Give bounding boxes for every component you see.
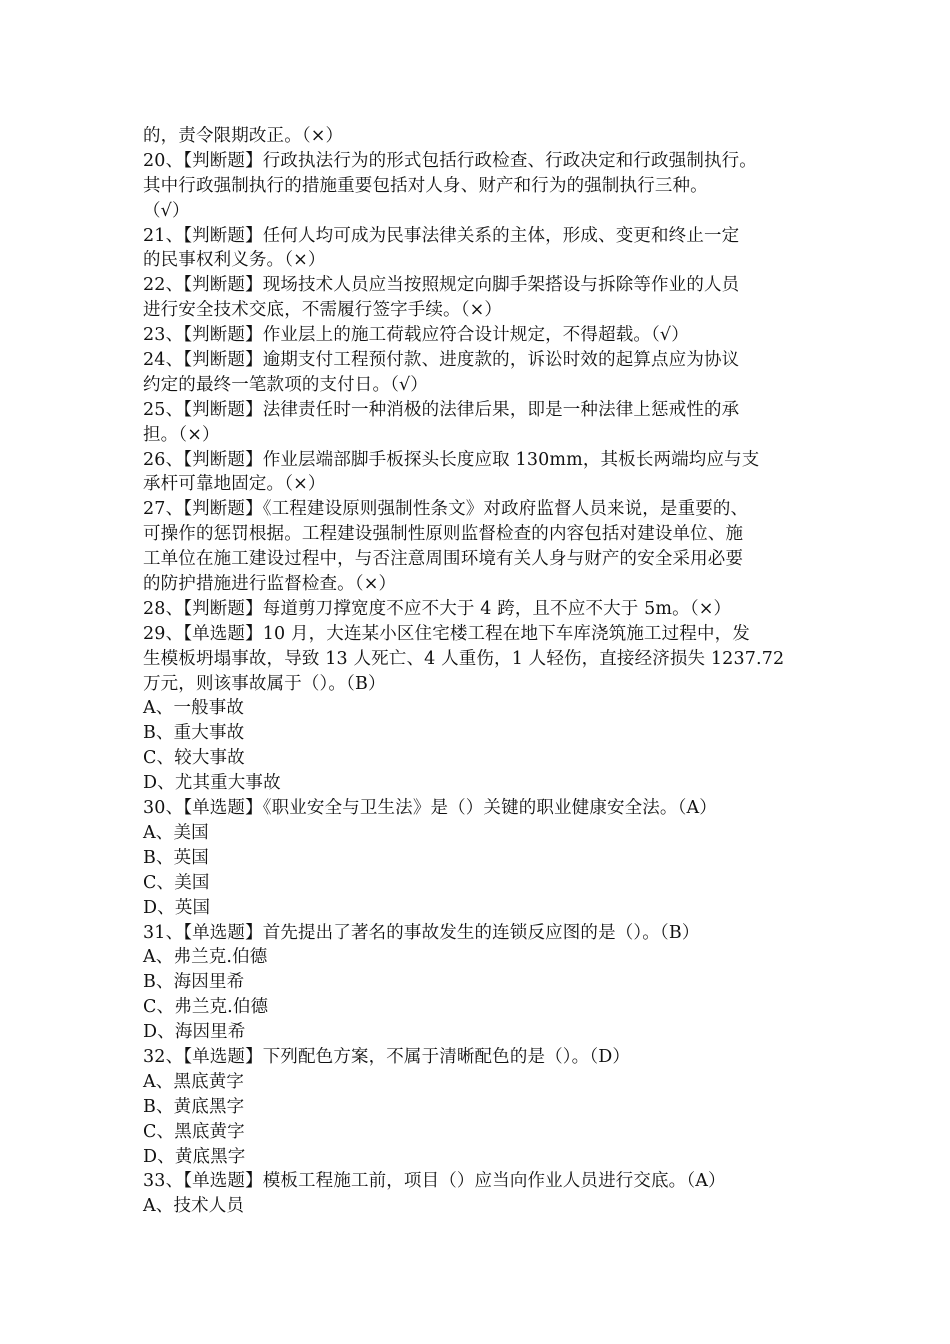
text-line: 29、【单选题】10 月，大连某小区住宅楼工程在地下车库浇筑施工过程中，发 <box>143 623 750 644</box>
text-line: 22、【判断题】现场技术人员应当按照规定向脚手架搭设与拆除等作业的人员 <box>143 275 740 296</box>
text-line: 担。（×） <box>143 424 220 445</box>
text-line: A、技术人员 <box>143 1196 245 1217</box>
text-line: C、弗兰克.伯德 <box>143 997 269 1018</box>
text-line: 24、【判断题】逾期支付工程预付款、进度款的，诉讼时效的起算点应为协议 <box>143 350 740 371</box>
text-line: 27、【判断题】《工程建设原则强制性条文》对政府监督人员来说，是重要的、 <box>143 499 749 520</box>
text-line: 21、【判断题】任何人均可成为民事法律关系的主体，形成、变更和终止一定 <box>143 225 740 246</box>
text-line: 约定的最终一笔款项的支付日。（√） <box>143 374 428 395</box>
text-line: 23、【判断题】作业层上的施工荷载应符合设计规定，不得超载。（√） <box>143 325 689 346</box>
text-line: 的民事权利义务。（×） <box>143 250 326 271</box>
text-line: （√） <box>143 200 190 221</box>
text-line: 20、【判断题】行政执法行为的形式包括行政检查、行政决定和行政强制执行。 <box>143 150 757 171</box>
text-line: 33、【单选题】模板工程施工前，项目（）应当向作业人员进行交底。（A） <box>143 1171 726 1192</box>
text-line: B、英国 <box>143 847 209 868</box>
text-line: 进行安全技术交底，不需履行签字手续。（×） <box>143 300 503 321</box>
text-line: 万元，则该事故属于（）。（B） <box>143 673 386 694</box>
text-line: D、海因里希 <box>143 1022 246 1043</box>
text-line: 30、【单选题】《职业安全与卫生法》是（）关键的职业健康安全法。（A） <box>143 798 717 819</box>
text-line: 的防护措施进行监督检查。（×） <box>143 574 397 595</box>
text-line: 25、【判断题】法律责任时一种消极的法律后果，即是一种法律上惩戒性的承 <box>143 399 740 420</box>
text-line: 28、【判断题】每道剪刀撑宽度不应不大于 4 跨，且不应不大于 5m。（×） <box>143 598 732 619</box>
text-line: C、黑底黄字 <box>143 1121 245 1142</box>
text-line: A、美国 <box>143 822 209 843</box>
text-line: D、英国 <box>143 897 211 918</box>
document-body <box>143 124 833 1219</box>
text-line: 工单位在施工建设过程中，与否注意周围环境有关人身与财产的安全采用必要 <box>143 549 744 570</box>
text-line: 的，责令限期改正。（×） <box>143 126 344 146</box>
text-line: A、黑底黄字 <box>143 1071 245 1092</box>
text-line: 生模板坍塌事故，导致 13 人死亡、4 人重伤，1 人轻伤，直接经济损失 1237.72 <box>143 648 785 669</box>
text-line: C、美国 <box>143 872 210 893</box>
text-line: B、海因里希 <box>143 972 245 993</box>
text-line: 可操作的惩罚根据。工程建设强制性原则监督检查的内容包括对建设单位、施 <box>143 524 744 545</box>
text-line: B、重大事故 <box>143 723 245 744</box>
text-line: C、较大事故 <box>143 748 245 769</box>
text-line: 其中行政强制执行的措施重要包括对人身、财产和行为的强制执行三种。 <box>143 175 708 196</box>
text-line: D、尤其重大事故 <box>143 773 281 794</box>
text-line: 31、【单选题】首先提出了著名的事故发生的连锁反应图的是（）。（B） <box>143 922 700 943</box>
text-line: A、一般事故 <box>143 698 245 719</box>
text-line: D、黄底黑字 <box>143 1146 246 1167</box>
text-line: 承杆可靠地固定。（×） <box>143 474 326 495</box>
text-line: B、黄底黑字 <box>143 1096 245 1117</box>
text-line: 32、【单选题】下列配色方案，不属于清晰配色的是（）。（D） <box>143 1046 631 1067</box>
text-line: 26、【判断题】作业层端部脚手板探头长度应取 130mm，其板长两端均应与支 <box>143 449 760 470</box>
text-line: A、弗兰克.伯德 <box>143 947 268 968</box>
